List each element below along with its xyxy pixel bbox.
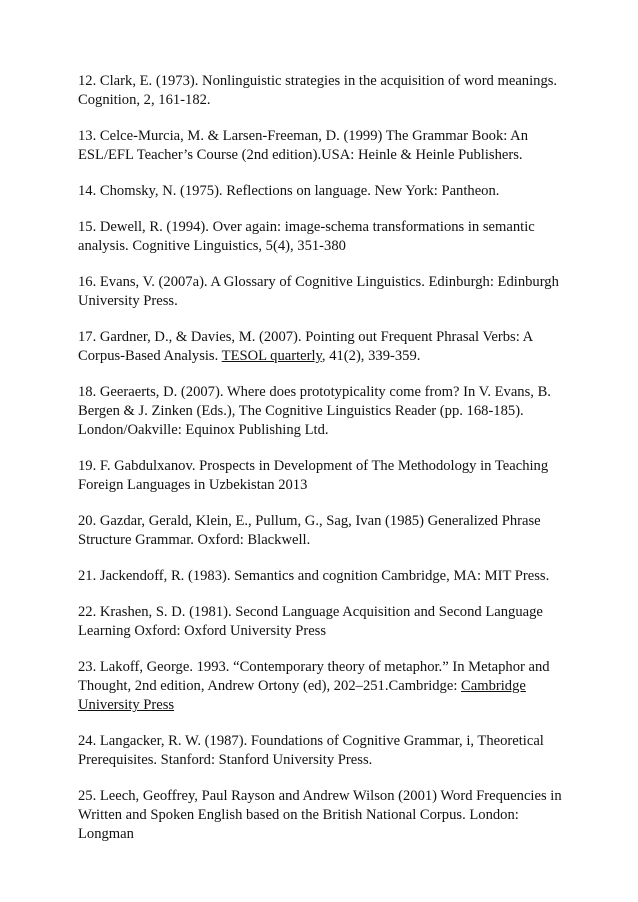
reference-item-13: 13. Celce-Murcia, M. & Larsen-Freeman, D. (1999) The Grammar Book: An ESL/EFL Teacher’s Course (2nd edition).USA: Heinle & Heinle Publishers.	[78, 128, 528, 163]
reference-list	[78, 72, 568, 861]
reference-item-22: 22. Krashen, S. D. (1981). Second Language Acquisition and Second Language Learning Oxford: Oxford University Press	[78, 604, 543, 639]
reference-item-20: 20. Gazdar, Gerald, Klein, E., Pullum, G., Sag, Ivan (1985) Generalized Phrase Structure Grammar. Oxford: Blackwell.	[78, 513, 541, 548]
reference-item-17	[78, 328, 568, 366]
publisher-link[interactable]: Cambridge University Press	[78, 678, 526, 713]
reference-item-12: 12. Clark, E. (1973). Nonlinguistic strategies in the acquisition of word meanings. Cognition, 2, 161-182.	[78, 73, 558, 108]
reference-item-23	[78, 658, 568, 715]
reference-item-25: 25. Leech, Geoffrey, Paul Rayson and Andrew Wilson (2001) Word Frequencies in Written and Spoken English based on the British National Corpus. London: Longman	[78, 788, 562, 842]
reference-item-16: 16. Evans, V. (2007a). A Glossary of Cognitive Linguistics. Edinburgh: Edinburgh University Press.	[78, 274, 559, 309]
reference-item-19: 19. F. Gabdulxanov. Prospects in Development of The Methodology in Teaching Foreign Languages in Uzbekistan 2013	[78, 458, 549, 493]
reference-item-14: 14. Chomsky, N. (1975). Reflections on language. New York: Pantheon.	[78, 183, 500, 199]
reference-text: , 41(2), 339-359.	[321, 348, 421, 364]
reference-text: 23. Lakoff, George. 1993. “Contemporary theory of metaphor.” In Metaphor and Thought, 2nd edition, Andrew Ortony (ed), 202–251.Cambridge:	[78, 659, 550, 694]
reference-item-15: 15. Dewell, R. (1994). Over again: image-schema transformations in semantic analysis. Cognitive Linguistics, 5(4), 351-380	[78, 219, 535, 254]
reference-item-18: 18. Geeraerts, D. (2007). Where does prototypicality come from? In V. Evans, B. Bergen & J. Zinken (Eds.), The Cognitive Linguistics Reader (pp. 168-185). London/Oakville: Equinox Publishing Ltd.	[78, 384, 551, 438]
reference-item-21: 21. Jackendoff, R. (1983). Semantics and cognition Cambridge, MA: MIT Press.	[78, 568, 550, 584]
reference-item-24: 24. Langacker, R. W. (1987). Foundations of Cognitive Grammar, i, Theoretical Prerequisites. Stanford: Stanford University Press.	[78, 733, 544, 768]
reference-text: 17. Gardner, D., & Davies, M. (2007). Pointing out Frequent Phrasal Verbs: A Corpus-Based Analysis.	[78, 329, 533, 364]
journal-link[interactable]: TESOL quarterly	[221, 348, 322, 364]
